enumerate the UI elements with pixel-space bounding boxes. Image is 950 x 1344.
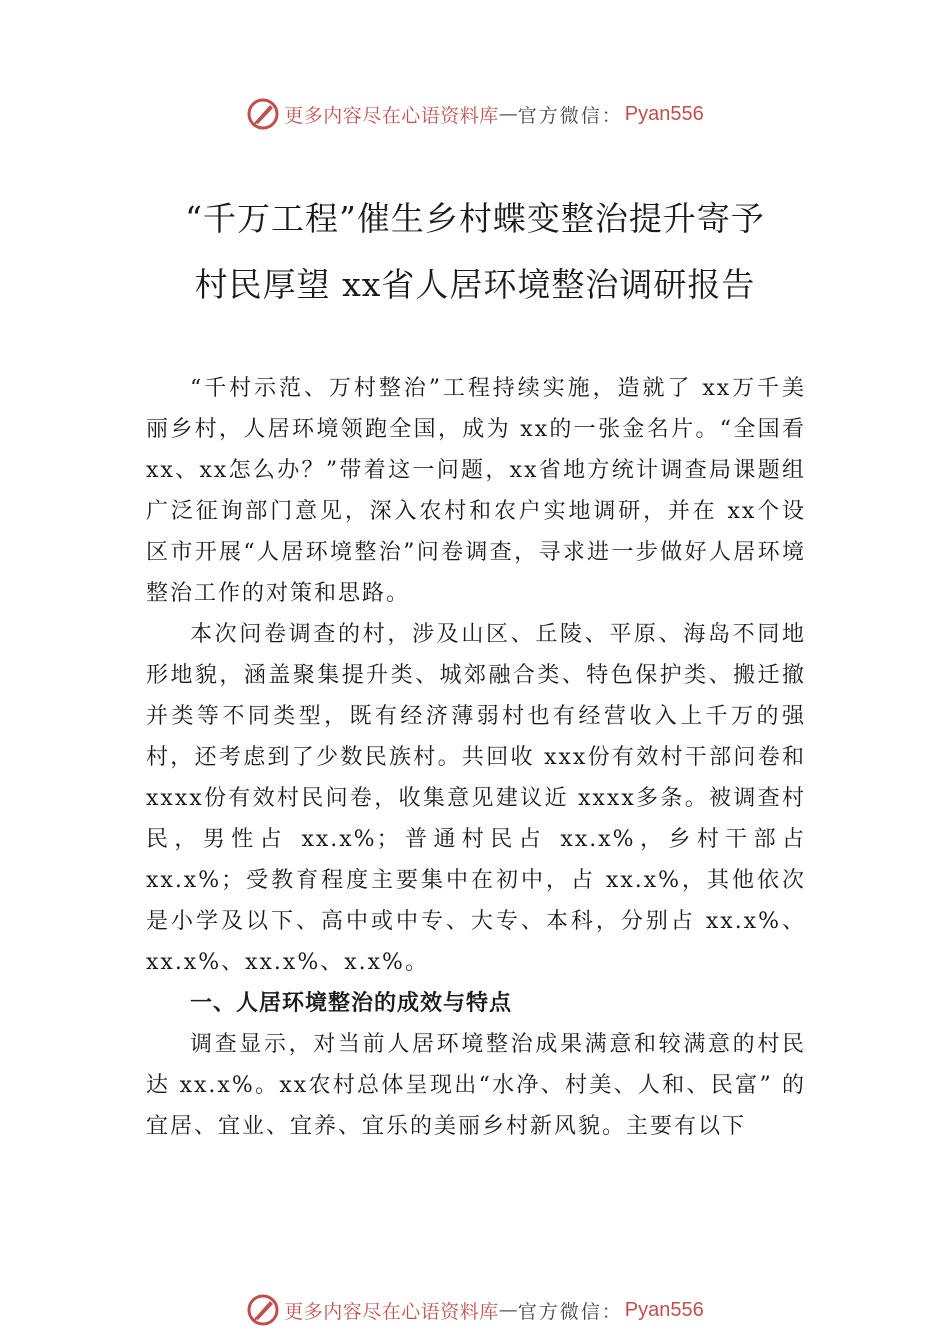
banner-wechat-id: Pyan556 (624, 1298, 704, 1321)
document-title-line-1: “千万工程”催生乡村蝶变整治提升寄予 (185, 199, 765, 238)
document-body (146, 368, 806, 1147)
quill-pen-seal-icon (246, 97, 280, 131)
banner-wechat-id: Pyan556 (624, 102, 704, 125)
banner-brand-text: 更多内容尽在心语资料库 (284, 104, 499, 127)
banner-separator: — (498, 103, 518, 125)
banner-brand-text: 更多内容尽在心语资料库 (284, 1300, 499, 1323)
section-heading: 一、人居环境整治的成效与特点 (190, 990, 513, 1016)
document-title-line-2: 村民厚望 xx省人居环境整治调研报告 (194, 265, 756, 304)
document-title (140, 186, 810, 318)
banner-separator: — (498, 1299, 518, 1321)
header-watermark-banner (0, 94, 950, 134)
footer-watermark-banner (0, 1290, 950, 1330)
banner-wechat-label: 官方微信： (517, 1300, 623, 1323)
quill-pen-seal-icon (246, 1293, 280, 1327)
body-paragraph-2: 本次问卷调查的村，涉及山区、丘陵、平原、海岛不同地形地貌，涵盖聚集提升类、城郊融合类、特色保护类、搬迁撤并类等不同类型，既有经济薄弱村也有经营收入上千万的强村，还考虑到了少数民族村。共回收 xxx份有效村干部问卷和 xxxx份有效村民问卷，收集意见建议近 xxxx多条。被调查村民，男性占 xx.x%；普通村民占 xx.x%，乡村干部占 xx.x%；受教育程度主要集中在初中，占 xx.x%，其他依次是小学及以下、高中或中专、大专、本科，分别占 xx.x%、xx.x%、xx.x%、x.x%。 (146, 622, 806, 975)
section-paragraph: 调查显示，对当前人居环境整治成果满意和较满意的村民达 xx.x%。xx农村总体呈现出“水净、村美、人和、民富” 的宜居、宜业、宜养、宜乐的美丽乡村新风貌。主要有以下 (146, 1032, 806, 1139)
banner-wechat-label: 官方微信： (517, 104, 623, 127)
body-paragraph-1: “千村示范、万村整治”工程持续实施，造就了 xx万千美丽乡村，人居环境领跑全国，成为 xx的一张金名片。“全国看 xx、xx怎么办？”带着这一问题，xx省地方统计调查局课题组广泛征询部门意见，深入农村和农户实地调研，并在 xx个设区市开展“人居环境整治”问卷调查，寻求进一步做好人居环境整治工作的对策和思路。 (146, 376, 806, 606)
